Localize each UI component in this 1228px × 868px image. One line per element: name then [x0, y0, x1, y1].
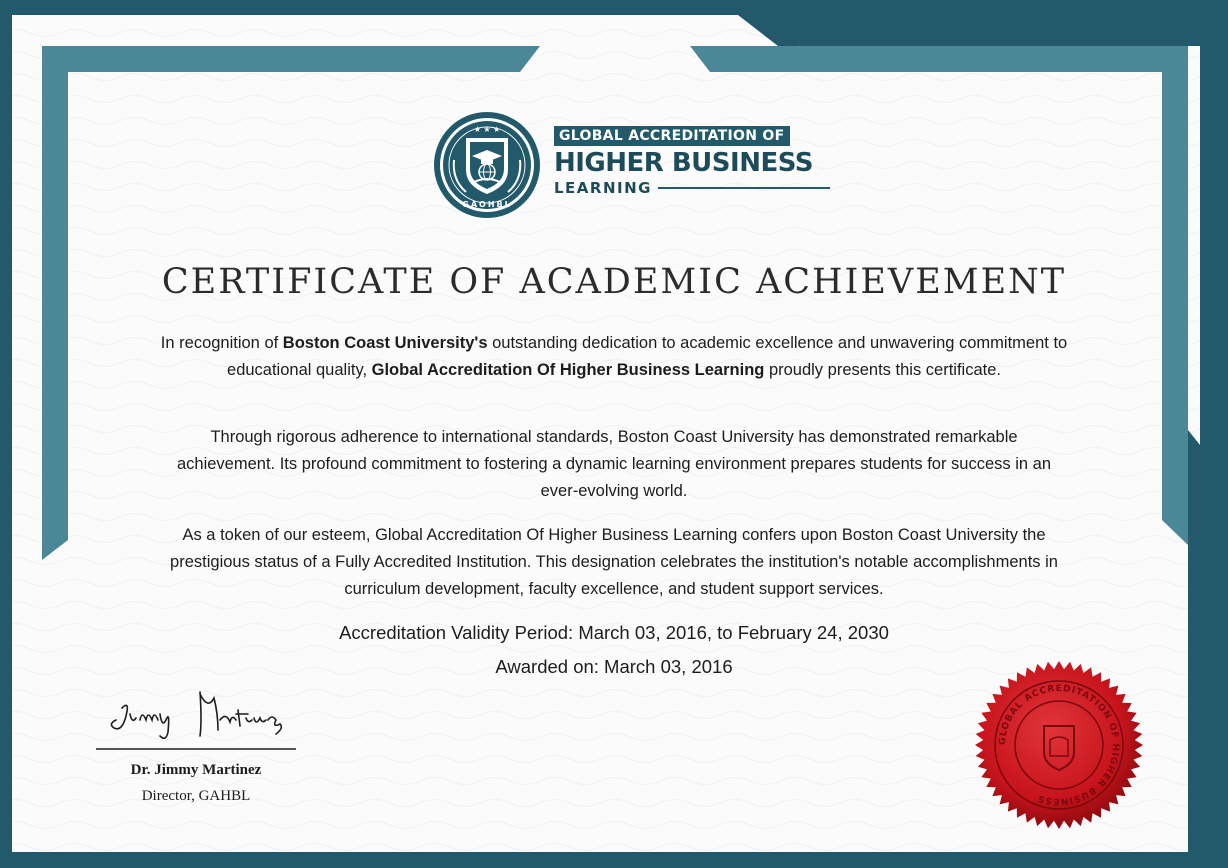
organization-logo	[432, 110, 832, 220]
paragraph1-text-3: proudly presents this certificate.	[764, 361, 1001, 379]
logo-rule	[658, 187, 830, 189]
recognition-paragraph	[160, 330, 1068, 384]
svg-text:★ ★ ★: ★ ★ ★	[473, 125, 501, 134]
emblem-icon	[432, 110, 542, 220]
certificate-title: CERTIFICATE OF ACADEMIC ACHIEVEMENT	[161, 262, 1067, 302]
logo-wordmark	[554, 126, 834, 197]
validity-period: Accreditation Validity Period: March 03, 2016, to February 24, 2030	[339, 622, 889, 643]
logo-line-2: HIGHER BUSINESS	[554, 148, 813, 178]
achievement-paragraph: Through rigorous adherence to international standards, Boston Coast University has demonstrated remarkable achievement. Its profound commitment to fostering a dynamic learning environment prepares students for success in an ever-evolving world.	[176, 428, 1052, 500]
logo-line-1: GLOBAL ACCREDITATION OF	[554, 126, 790, 146]
logo-line-3-row	[554, 179, 834, 197]
awarded-date: Awarded on: March 03, 2016	[495, 656, 733, 677]
seal-icon	[974, 660, 1144, 830]
signatory-name: Dr. Jimmy Martinez	[130, 762, 262, 778]
signatory-title: Director, GAHBL	[141, 788, 251, 804]
paragraph1-organization: Global Accreditation Of Higher Business Learning	[371, 361, 765, 379]
seal-text: GLOBAL ACCREDITATION OF HIGHER BUSINESS	[997, 683, 1121, 807]
paragraph1-text-2: outstanding dedication to academic excellence and unwavering commitment to educational quality,	[227, 334, 1068, 379]
signature-image	[96, 680, 296, 752]
conferral-paragraph: As a token of our esteem, Global Accreditation Of Higher Business Learning confers upon Boston Coast University the prestigious status of a Fully Accredited Institution. This designation celebrates the institution's notable accomplishments in curriculum development, faculty excellence, and student support services.	[170, 526, 1058, 598]
paragraph1-text-1: In recognition of	[160, 334, 283, 352]
logo-line-3: LEARNING	[554, 179, 652, 197]
emblem-text: GAOHBL	[462, 200, 512, 209]
paragraph1-university: Boston Coast University's	[282, 334, 488, 352]
